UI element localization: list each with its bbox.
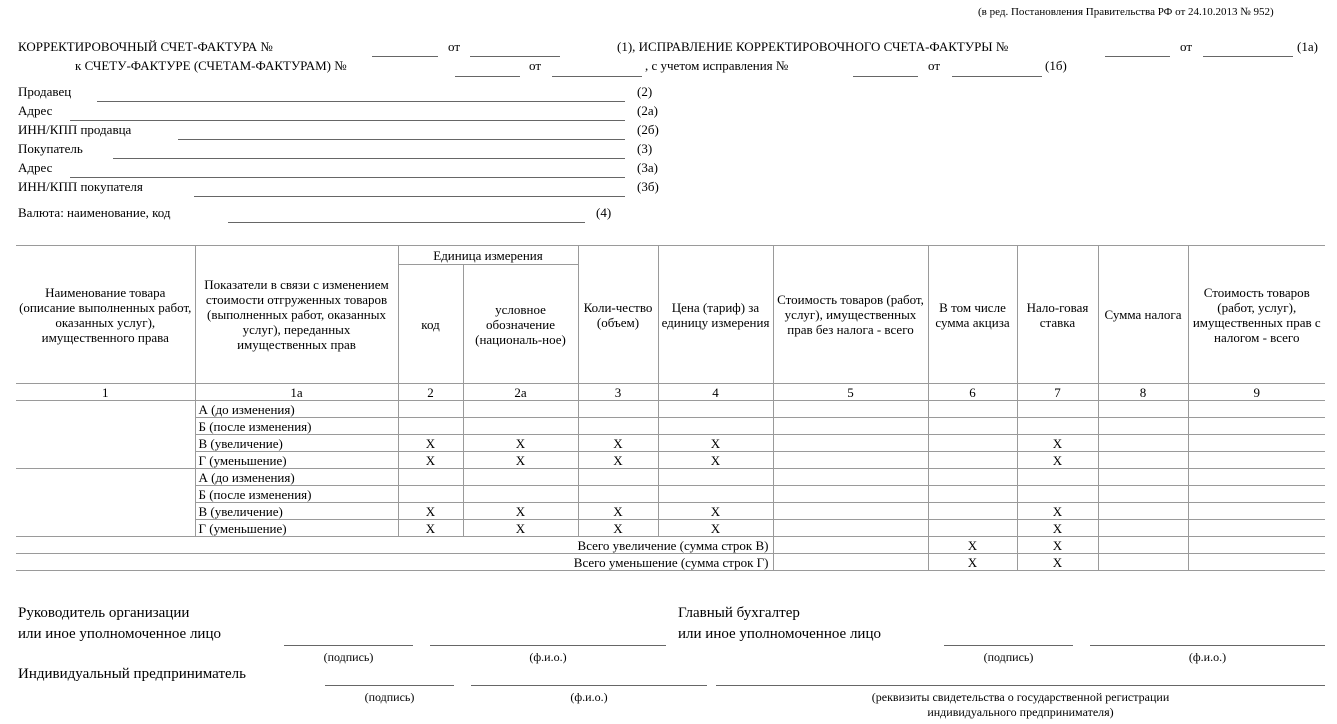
col-number: 7 xyxy=(1017,384,1098,401)
col-header-cost-with-tax: Стоимость товаров (работ, услуг), имущественных прав с налогом - всего xyxy=(1188,246,1325,384)
x-mark: X xyxy=(928,554,1017,571)
cell[interactable] xyxy=(773,469,928,486)
correction-number-field[interactable] xyxy=(1105,56,1170,57)
cell[interactable] xyxy=(773,418,928,435)
base-invoice-title: к СЧЕТУ-ФАКТУРЕ (СЧЕТАМ-ФАКТУРАМ) № xyxy=(75,58,347,73)
total-decrease-label: Всего уменьшение (сумма строк Г) xyxy=(16,554,773,571)
table-row xyxy=(16,401,1325,418)
table-row xyxy=(16,418,1325,435)
cell[interactable] xyxy=(398,486,463,503)
accountant-label-1: Главный бухгалтер xyxy=(678,605,800,621)
cell[interactable] xyxy=(1188,469,1325,486)
ref-3: (3) xyxy=(637,141,653,156)
base-correction-number-field[interactable] xyxy=(853,76,918,77)
entrepreneur-fio-caption: (ф.и.о.) xyxy=(570,690,608,704)
cell[interactable] xyxy=(928,401,1017,418)
cell[interactable] xyxy=(1188,520,1325,537)
x-mark: X xyxy=(1017,452,1098,469)
col-number: 1а xyxy=(195,384,398,401)
buyer-label: Покупатель xyxy=(18,141,83,156)
total-increase-row xyxy=(16,537,1325,554)
cell[interactable] xyxy=(658,486,773,503)
cell[interactable] xyxy=(1098,401,1188,418)
cell[interactable] xyxy=(928,452,1017,469)
base-invoice-date-label: от xyxy=(529,58,542,73)
cell[interactable] xyxy=(658,401,773,418)
total-decrease-cost[interactable] xyxy=(773,554,928,571)
invoice-number-field[interactable] xyxy=(372,56,438,57)
accountant-signature-caption: (подпись) xyxy=(983,650,1034,664)
head-signature-caption: (подпись) xyxy=(323,650,374,664)
col-header-cost-no-tax: Стоимость товаров (работ, услуг), имущественных прав без налога - всего xyxy=(773,246,928,384)
total-increase-cost[interactable] xyxy=(773,537,928,554)
x-mark: X xyxy=(463,452,578,469)
entrepreneur-signature-caption: (подпись) xyxy=(364,690,415,704)
cell[interactable] xyxy=(658,418,773,435)
cell[interactable] xyxy=(1188,401,1325,418)
base-correction-label: , с учетом исправления № xyxy=(645,58,789,73)
x-mark: X xyxy=(658,520,773,537)
cell[interactable] xyxy=(773,435,928,452)
col-header-name: Наименование товара (описание выполненных работ, оказанных услуг), имущественного права xyxy=(16,246,195,384)
row-label: А (до изменения) xyxy=(195,469,398,486)
col-header-indicators: Показатели в связи с изменением стоимости отгруженных товаров (выполненных работ, оказанных услуг), переданных имущественных прав xyxy=(195,246,398,384)
buyer-address-field[interactable] xyxy=(70,177,625,178)
x-mark: X xyxy=(463,435,578,452)
ref-1a: (1а) xyxy=(1297,39,1318,54)
cell[interactable] xyxy=(578,486,658,503)
cell[interactable] xyxy=(578,418,658,435)
x-mark: X xyxy=(1017,503,1098,520)
cell[interactable] xyxy=(773,452,928,469)
seller-address-label: Адрес xyxy=(18,103,53,118)
total-increase-tax[interactable] xyxy=(1098,537,1188,554)
cell[interactable] xyxy=(1098,469,1188,486)
row-label: В (увеличение) xyxy=(195,503,398,520)
seller-inn-label: ИНН/КПП продавца xyxy=(18,122,132,137)
item-name-cell[interactable] xyxy=(16,469,195,537)
total-decrease-cost-with-tax[interactable] xyxy=(1188,554,1325,571)
head-label-2: или иное уполномоченное лицо xyxy=(18,626,221,642)
x-mark: X xyxy=(578,520,658,537)
correction-date-label: от xyxy=(1180,39,1193,54)
cell[interactable] xyxy=(928,520,1017,537)
total-decrease-tax[interactable] xyxy=(1098,554,1188,571)
col-number: 3 xyxy=(578,384,658,401)
col-number: 1 xyxy=(16,384,195,401)
head-fio-caption: (ф.и.о.) xyxy=(529,650,567,664)
cell[interactable] xyxy=(1098,503,1188,520)
col-header-unit-code: код xyxy=(398,265,463,384)
base-invoice-number-field[interactable] xyxy=(455,76,520,77)
x-mark: X xyxy=(658,452,773,469)
cell[interactable] xyxy=(463,469,578,486)
cell[interactable] xyxy=(658,469,773,486)
cell[interactable] xyxy=(1017,469,1098,486)
cell[interactable] xyxy=(463,418,578,435)
x-mark: X xyxy=(1017,554,1098,571)
col-header-price: Цена (тариф) за единицу измерения xyxy=(658,246,773,384)
entrepreneur-registration-caption-2: индивидуального предпринимателя) xyxy=(927,705,1114,719)
cell[interactable] xyxy=(1098,418,1188,435)
cell[interactable] xyxy=(1188,503,1325,520)
col-number: 8 xyxy=(1098,384,1188,401)
invoice-table xyxy=(16,245,1325,571)
table-row xyxy=(16,520,1325,537)
col-number: 2 xyxy=(398,384,463,401)
entrepreneur-fio-field[interactable] xyxy=(471,685,707,686)
entrepreneur-registration-caption-1: (реквизиты свидетельства о государственной регистрации xyxy=(871,690,1170,704)
x-mark: X xyxy=(658,435,773,452)
head-label-1: Руководитель организации xyxy=(18,605,190,621)
cell[interactable] xyxy=(928,486,1017,503)
ref-4: (4) xyxy=(596,205,612,220)
invoice-date-label: от xyxy=(448,39,461,54)
base-correction-date-label: от xyxy=(928,58,941,73)
base-correction-date-field[interactable] xyxy=(952,76,1042,77)
col-header-unit-group: Единица измерения xyxy=(398,246,578,265)
row-label: Г (уменьшение) xyxy=(195,520,398,537)
buyer-inn-label: ИНН/КПП покупателя xyxy=(18,179,143,194)
x-mark: X xyxy=(398,503,463,520)
col-header-qty: Коли-чество (объем) xyxy=(578,246,658,384)
x-mark: X xyxy=(578,435,658,452)
col-number: 4 xyxy=(658,384,773,401)
x-mark: X xyxy=(398,452,463,469)
accountant-label-2: или иное уполномоченное лицо xyxy=(678,626,881,642)
ref-2b: (2б) xyxy=(637,122,659,137)
ref-1b: (1б) xyxy=(1045,58,1067,73)
cell[interactable] xyxy=(398,401,463,418)
head-signature-field[interactable] xyxy=(284,645,413,646)
total-increase-cost-with-tax[interactable] xyxy=(1188,537,1325,554)
currency-label: Валюта: наименование, код xyxy=(18,205,171,220)
cell[interactable] xyxy=(1098,486,1188,503)
x-mark: X xyxy=(1017,537,1098,554)
cell[interactable] xyxy=(1017,401,1098,418)
col-header-tax-rate: Нало-говая ставка xyxy=(1017,246,1098,384)
ref-2a: (2а) xyxy=(637,103,658,118)
x-mark: X xyxy=(1017,520,1098,537)
cell[interactable] xyxy=(1188,435,1325,452)
correction-date-field[interactable] xyxy=(1203,56,1293,57)
edition-note: (в ред. Постановления Правительства РФ от 24.10.2013 № 952) xyxy=(978,6,1274,18)
seller-inn-field[interactable] xyxy=(178,139,625,140)
x-mark: X xyxy=(463,503,578,520)
cell[interactable] xyxy=(398,418,463,435)
cell[interactable] xyxy=(578,401,658,418)
correction-title: (1), ИСПРАВЛЕНИЕ КОРРЕКТИРОВОЧНОГО СЧЕТА-ФАКТУРЫ № xyxy=(617,39,1009,54)
accountant-fio-caption: (ф.и.о.) xyxy=(1188,650,1227,664)
row-label: Б (после изменения) xyxy=(195,486,398,503)
item-name-cell[interactable] xyxy=(16,401,195,469)
row-label: В (увеличение) xyxy=(195,435,398,452)
x-mark: X xyxy=(578,452,658,469)
cell[interactable] xyxy=(928,469,1017,486)
col-number: 2а xyxy=(463,384,578,401)
x-mark: X xyxy=(928,537,1017,554)
cell[interactable] xyxy=(1017,418,1098,435)
total-decrease-row xyxy=(16,554,1325,571)
cell[interactable] xyxy=(1188,486,1325,503)
table-row xyxy=(16,486,1325,503)
seller-label: Продавец xyxy=(18,84,72,99)
buyer-field[interactable] xyxy=(113,158,625,159)
invoice-title: КОРРЕКТИРОВОЧНЫЙ СЧЕТ-ФАКТУРА № xyxy=(18,39,273,54)
col-number: 9 xyxy=(1188,384,1325,401)
col-header-tax-sum: Сумма налога xyxy=(1098,246,1188,384)
table-row xyxy=(16,435,1325,452)
ref-3a: (3а) xyxy=(637,160,658,175)
cell[interactable] xyxy=(773,503,928,520)
head-fio-field[interactable] xyxy=(430,645,666,646)
entrepreneur-label: Индивидуальный предприниматель xyxy=(18,666,246,682)
buyer-inn-field[interactable] xyxy=(194,196,625,197)
row-label: Г (уменьшение) xyxy=(195,452,398,469)
base-invoice-date-field[interactable] xyxy=(552,76,642,77)
table-row xyxy=(16,469,1325,486)
cell[interactable] xyxy=(1098,452,1188,469)
ref-2: (2) xyxy=(637,84,653,99)
seller-address-field[interactable] xyxy=(70,120,625,121)
cell[interactable] xyxy=(928,503,1017,520)
ref-3b: (3б) xyxy=(637,179,659,194)
cell[interactable] xyxy=(1098,520,1188,537)
x-mark: X xyxy=(578,503,658,520)
accountant-fio-field[interactable] xyxy=(1090,645,1325,646)
table-row xyxy=(16,503,1325,520)
cell[interactable] xyxy=(463,486,578,503)
seller-field[interactable] xyxy=(97,101,625,102)
buyer-address-label: Адрес xyxy=(18,160,53,175)
cell[interactable] xyxy=(773,520,928,537)
cell[interactable] xyxy=(928,418,1017,435)
accountant-signature-field[interactable] xyxy=(944,645,1073,646)
cell[interactable] xyxy=(578,469,658,486)
col-header-excise: В том числе сумма акциза xyxy=(928,246,1017,384)
cell[interactable] xyxy=(773,486,928,503)
cell[interactable] xyxy=(1188,418,1325,435)
x-mark: X xyxy=(658,503,773,520)
x-mark: X xyxy=(398,520,463,537)
invoice-date-field[interactable] xyxy=(470,56,560,57)
entrepreneur-registration-field[interactable] xyxy=(716,685,1325,686)
currency-field[interactable] xyxy=(228,222,585,223)
cell[interactable] xyxy=(928,435,1017,452)
total-increase-label: Всего увеличение (сумма строк В) xyxy=(16,537,773,554)
cell[interactable] xyxy=(1017,486,1098,503)
x-mark: X xyxy=(1017,435,1098,452)
row-label: Б (после изменения) xyxy=(195,418,398,435)
x-mark: X xyxy=(398,435,463,452)
cell[interactable] xyxy=(398,469,463,486)
cell[interactable] xyxy=(1098,435,1188,452)
cell[interactable] xyxy=(1188,452,1325,469)
cell[interactable] xyxy=(773,401,928,418)
row-label: А (до изменения) xyxy=(195,401,398,418)
table-row xyxy=(16,452,1325,469)
col-number: 5 xyxy=(773,384,928,401)
col-number: 6 xyxy=(928,384,1017,401)
col-header-unit-symbol: условное обозначение (националь-ное) xyxy=(463,265,578,384)
entrepreneur-signature-field[interactable] xyxy=(325,685,454,686)
x-mark: X xyxy=(463,520,578,537)
cell[interactable] xyxy=(463,401,578,418)
